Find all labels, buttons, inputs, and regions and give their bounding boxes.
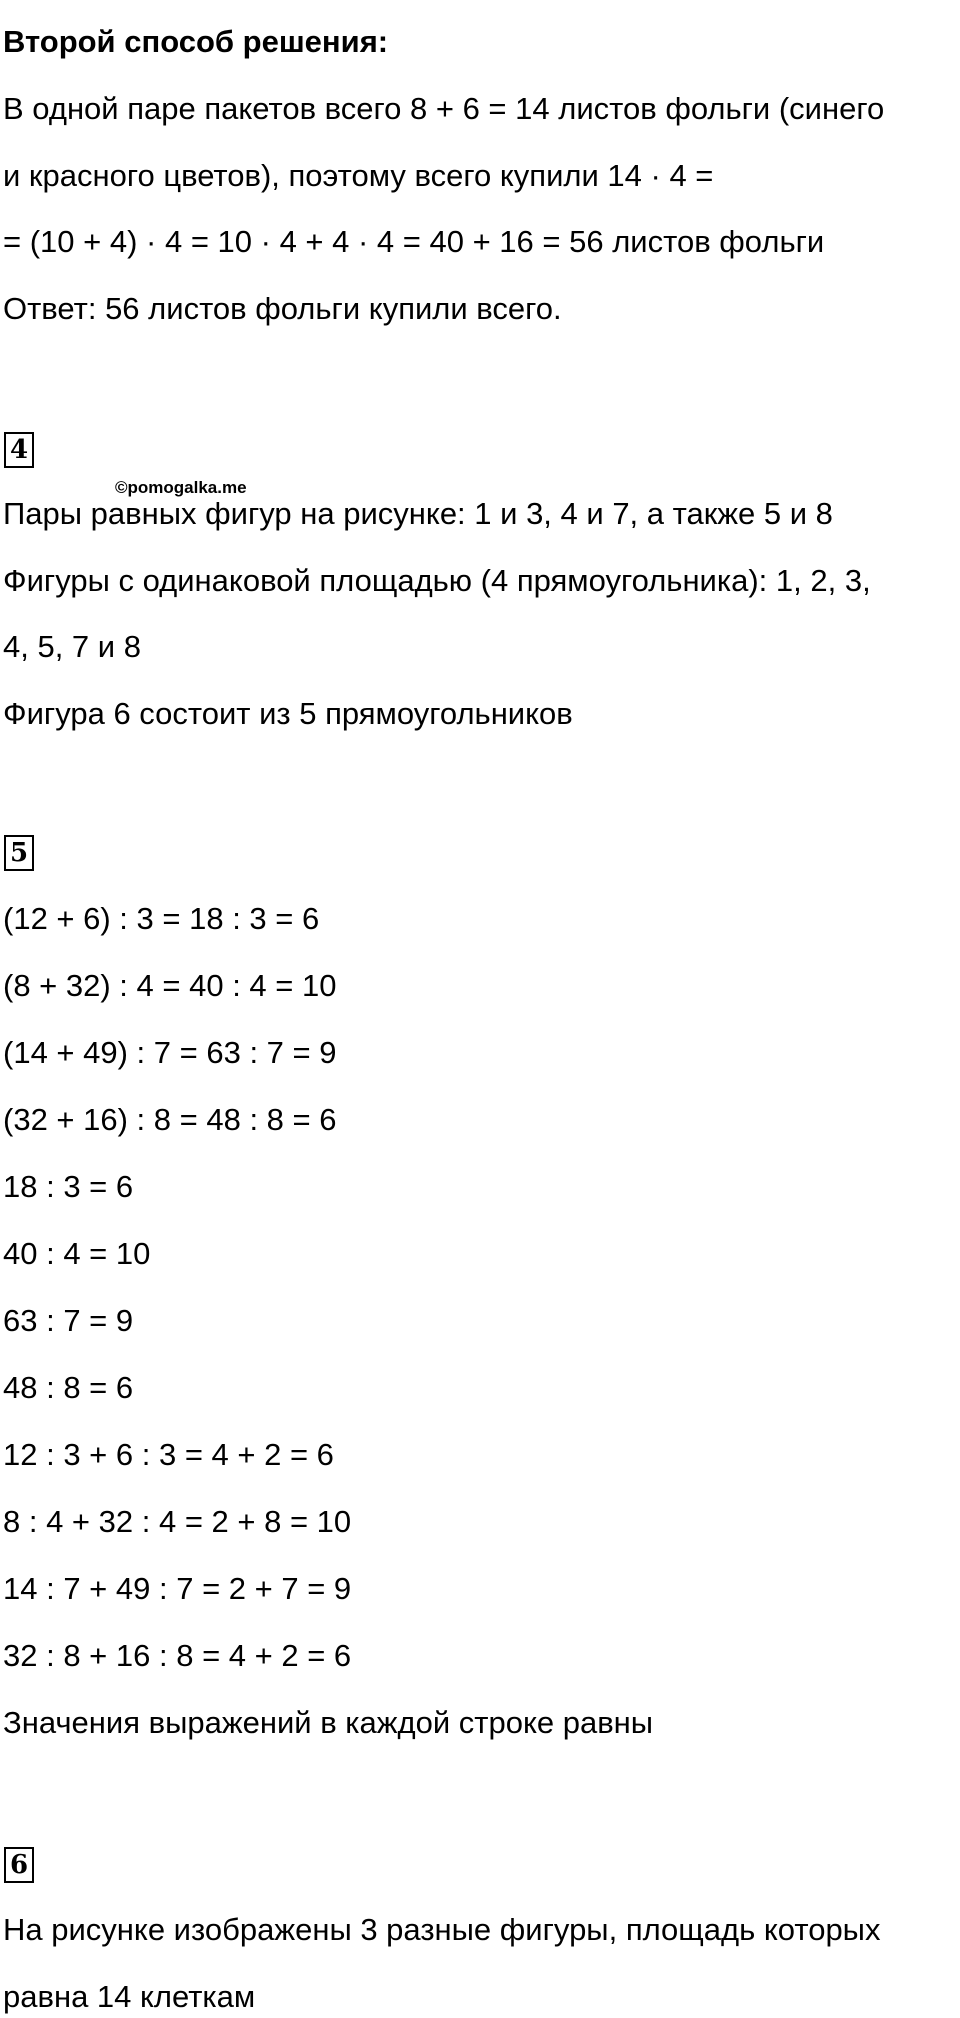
equation-line: (14 + 49) : 7 = 63 : 7 = 9 xyxy=(3,1035,337,1070)
watermark: ©pomogalka.me xyxy=(115,478,247,497)
equation-line: 18 : 3 = 6 xyxy=(3,1169,134,1204)
equation-line: (8 + 32) : 4 = 40 : 4 = 10 xyxy=(3,968,337,1003)
equation-line: 32 : 8 + 16 : 8 = 4 + 2 = 6 xyxy=(3,1638,352,1673)
task-number-6: 6 xyxy=(4,1847,34,1883)
equation-line: (12 + 6) : 3 = 18 : 3 = 6 xyxy=(3,901,320,936)
text-line: 4, 5, 7 и 8 xyxy=(3,629,141,664)
equation-line: 12 : 3 + 6 : 3 = 4 + 2 = 6 xyxy=(3,1437,334,1472)
text-line: Фигура 6 состоит из 5 прямоугольников xyxy=(3,696,573,731)
equation-line: 63 : 7 = 9 xyxy=(3,1303,134,1338)
text-line: и красного цветов), поэтому всего купили 14 · 4 = xyxy=(3,158,714,193)
equation-line: 14 : 7 + 49 : 7 = 2 + 7 = 9 xyxy=(3,1571,352,1606)
text-line: равна 14 клеткам xyxy=(3,1979,256,2014)
section-heading: Второй способ решения: xyxy=(3,24,389,59)
equation-line: 48 : 8 = 6 xyxy=(3,1370,134,1405)
task-number-4: 4 xyxy=(4,432,34,468)
text-line: Пары равных фигур на рисунке: 1 и 3, 4 и 7, а также 5 и 8 xyxy=(3,496,833,531)
equation-line: (32 + 16) : 8 = 48 : 8 = 6 xyxy=(3,1102,337,1137)
text-line: = (10 + 4) · 4 = 10 · 4 + 4 · 4 = 40 + 16 = 56 листов фольги xyxy=(3,224,825,259)
text-line: На рисунке изображены 3 разные фигуры, площадь которых xyxy=(3,1912,881,1947)
conclusion-line: Значения выражений в каждой строке равны xyxy=(3,1705,654,1740)
text-line: В одной паре пакетов всего 8 + 6 = 14 листов фольги (синего xyxy=(3,91,885,126)
task-number-5: 5 xyxy=(4,835,34,871)
equation-line: 40 : 4 = 10 xyxy=(3,1236,151,1271)
answer-line: Ответ: 56 листов фольги купили всего. xyxy=(3,291,562,326)
equation-line: 8 : 4 + 32 : 4 = 2 + 8 = 10 xyxy=(3,1504,352,1539)
text-line: Фигуры с одинаковой площадью (4 прямоугольника): 1, 2, 3, xyxy=(3,563,871,598)
